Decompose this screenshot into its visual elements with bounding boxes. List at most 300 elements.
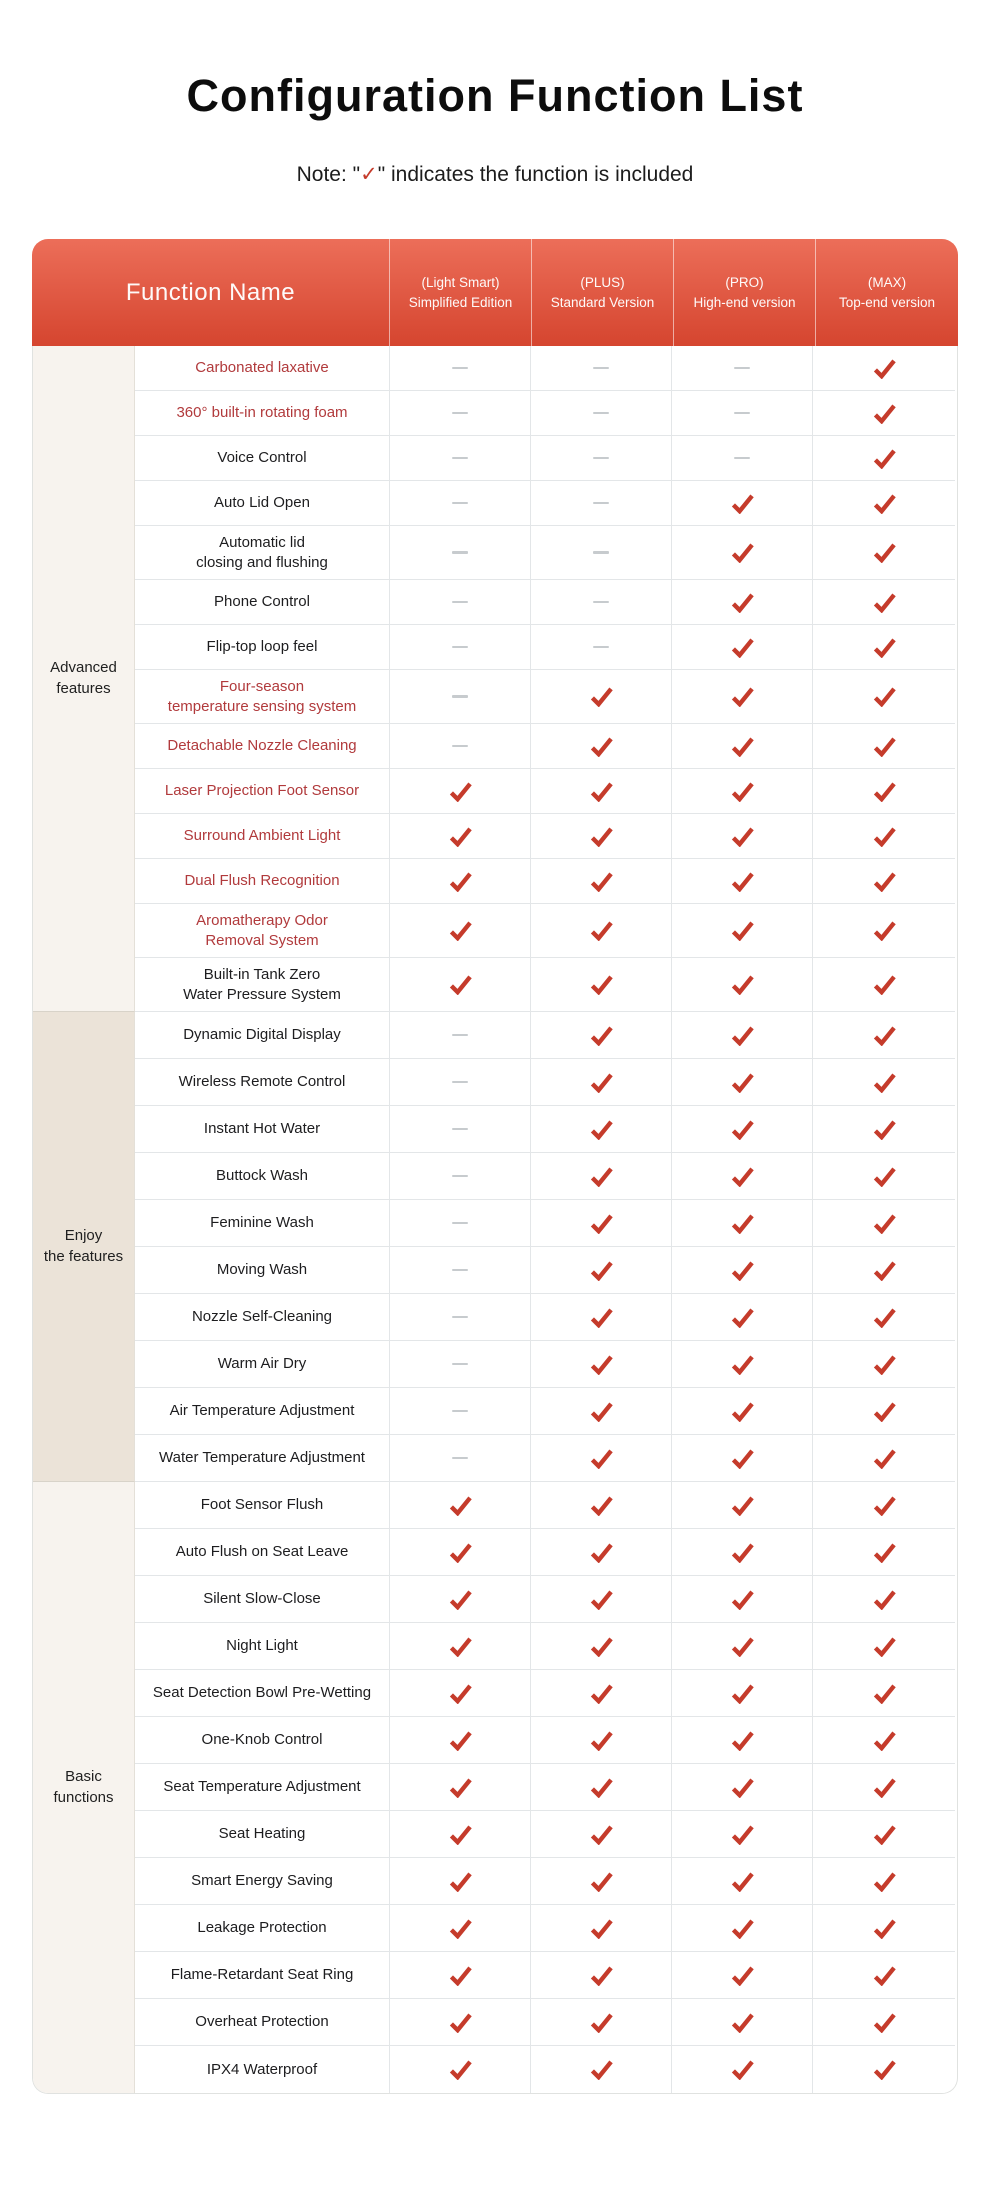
check-icon [872, 1260, 897, 1281]
check-icon [589, 2059, 614, 2080]
dash-icon [452, 1410, 468, 1413]
check-icon [730, 1871, 755, 1892]
function-name-cell [135, 814, 390, 859]
function-name-line: Nozzle Self-Cleaning [191, 1308, 333, 1326]
feature-cell [672, 958, 813, 1012]
header-column-line2: Standard Version [550, 294, 655, 310]
check-icon [589, 2012, 614, 2033]
function-name-line: Seat Detection Bowl Pre-Wetting [152, 1684, 372, 1702]
function-name-line: Seat Temperature Adjustment [163, 1778, 361, 1796]
header-column-line2: Simplified Edition [408, 294, 513, 310]
check-icon [872, 1871, 897, 1892]
check-icon [730, 1072, 755, 1093]
feature-cell [390, 391, 531, 436]
note-prefix: Note: " [296, 163, 361, 186]
feature-cell [672, 346, 813, 391]
feature-cell [390, 1341, 531, 1388]
function-name-line: Moving Wash [216, 1261, 308, 1279]
feature-cell [813, 1905, 955, 1952]
function-name-cell [135, 1482, 390, 1529]
feature-cell [390, 814, 531, 859]
check-icon [730, 1495, 755, 1516]
check-icon [872, 1448, 897, 1469]
feature-cell [672, 904, 813, 958]
header-column-line1: (MAX) [867, 274, 907, 290]
category-label-line: the features [43, 1247, 124, 1265]
check-icon [872, 542, 897, 563]
check-icon [589, 1636, 614, 1657]
check-icon [730, 974, 755, 995]
feature-cell [531, 481, 672, 526]
feature-cell [390, 1435, 531, 1482]
function-name-line: Surround Ambient Light [183, 827, 341, 845]
feature-cell [672, 1294, 813, 1341]
feature-cell [390, 1200, 531, 1247]
function-name-cell [135, 1905, 390, 1952]
check-icon [448, 1589, 473, 1610]
dash-icon [734, 367, 750, 370]
check-icon [872, 1166, 897, 1187]
feature-cell [813, 1341, 955, 1388]
dash-icon [452, 457, 468, 460]
feature-cell [672, 1012, 813, 1059]
feature-cell [672, 1764, 813, 1811]
check-icon [730, 592, 755, 613]
feature-cell [672, 1247, 813, 1294]
header-column-light-smart [389, 239, 531, 346]
check-icon [589, 1025, 614, 1046]
feature-cell [531, 1341, 672, 1388]
header-column-line1: (Light Smart) [421, 274, 500, 290]
function-name-line: Warm Air Dry [217, 1355, 307, 1373]
feature-cell [531, 2046, 672, 2093]
feature-cell [390, 1529, 531, 1576]
feature-cell [390, 1811, 531, 1858]
check-icon [448, 826, 473, 847]
check-icon [448, 974, 473, 995]
function-name-cell [135, 1623, 390, 1670]
feature-cell [672, 1999, 813, 2046]
check-icon [872, 448, 897, 469]
check-icon [730, 1824, 755, 1845]
feature-cell [672, 1200, 813, 1247]
function-name-line: Instant Hot Water [203, 1120, 321, 1138]
function-name-line: Water Pressure System [183, 985, 341, 1003]
feature-cell [531, 346, 672, 391]
feature-cell [390, 346, 531, 391]
header-column-line1: (PRO) [725, 274, 764, 290]
feature-cell [390, 1623, 531, 1670]
check-icon [872, 1824, 897, 1845]
category-label-line: Enjoy [64, 1227, 103, 1245]
function-name-cell [135, 391, 390, 436]
category-cell-enjoy-thefeatures [33, 1012, 135, 1482]
function-name-cell [135, 481, 390, 526]
feature-cell [672, 1623, 813, 1670]
check-icon [448, 1918, 473, 1939]
check-icon [872, 1730, 897, 1751]
function-name-line: Dual Flush Recognition [184, 872, 340, 890]
feature-cell [390, 1670, 531, 1717]
feature-cell [672, 859, 813, 904]
check-icon [730, 920, 755, 941]
feature-cell [531, 625, 672, 670]
feature-cell [390, 481, 531, 526]
dash-icon [452, 1457, 468, 1460]
check-icon [589, 1166, 614, 1187]
function-name-line: Flip-top loop feel [206, 638, 318, 656]
feature-cell [531, 1106, 672, 1153]
check-icon [872, 2059, 897, 2080]
function-name-line: Night Light [226, 1637, 298, 1655]
note-check-icon: ✓ [360, 163, 378, 186]
check-icon [730, 826, 755, 847]
feature-cell [813, 904, 955, 958]
header-column-pro [673, 239, 815, 346]
function-name-line: Built-in Tank Zero [203, 966, 321, 983]
feature-cell [672, 1341, 813, 1388]
feature-cell [531, 904, 672, 958]
function-name-cell [135, 1952, 390, 1999]
check-icon [448, 1824, 473, 1845]
feature-cell [390, 1059, 531, 1106]
check-icon [448, 781, 473, 802]
feature-cell [813, 1717, 955, 1764]
check-icon [448, 1495, 473, 1516]
check-icon [872, 1025, 897, 1046]
feature-cell [672, 436, 813, 481]
check-icon [730, 1777, 755, 1798]
check-icon [872, 686, 897, 707]
function-name-line: Flame-Retardant Seat Ring [170, 1966, 354, 1984]
check-icon [589, 826, 614, 847]
check-icon [872, 826, 897, 847]
function-name-cell [135, 769, 390, 814]
check-icon [872, 1495, 897, 1516]
check-icon [448, 1965, 473, 1986]
check-icon [730, 1354, 755, 1375]
check-icon [589, 1542, 614, 1563]
note-suffix: " indicates the function is included [377, 163, 694, 186]
feature-cell [390, 1576, 531, 1623]
feature-cell [672, 1811, 813, 1858]
check-icon [872, 2012, 897, 2033]
feature-cell [531, 391, 672, 436]
function-name-cell [135, 346, 390, 391]
check-icon [589, 1918, 614, 1939]
feature-cell [531, 1670, 672, 1717]
feature-cell [672, 1153, 813, 1200]
check-icon [872, 637, 897, 658]
feature-cell [672, 1529, 813, 1576]
check-icon [448, 1636, 473, 1657]
function-name-cell [135, 580, 390, 625]
category-cell-basic-functions [33, 1482, 135, 2093]
dash-icon [452, 1269, 468, 1272]
feature-cell [672, 1952, 813, 1999]
check-icon [872, 920, 897, 941]
function-name-cell [135, 1999, 390, 2046]
dash-icon [452, 1128, 468, 1131]
feature-cell [672, 526, 813, 580]
check-icon [730, 1965, 755, 1986]
check-icon [730, 1918, 755, 1939]
feature-cell [390, 1153, 531, 1200]
feature-cell [390, 526, 531, 580]
check-icon [730, 1401, 755, 1422]
feature-cell [531, 1764, 672, 1811]
feature-cell [531, 1529, 672, 1576]
category-label-line: features [56, 679, 111, 697]
function-name-cell [135, 859, 390, 904]
dash-icon [734, 457, 750, 460]
table-header [32, 239, 958, 346]
feature-cell [813, 346, 955, 391]
table-body [32, 346, 958, 2094]
feature-cell [813, 1529, 955, 1576]
function-name-cell [135, 958, 390, 1012]
check-icon [730, 1025, 755, 1046]
check-icon [589, 1354, 614, 1375]
feature-cell [531, 958, 672, 1012]
feature-cell [531, 670, 672, 724]
dash-icon [452, 1316, 468, 1319]
function-name-cell [135, 1764, 390, 1811]
check-icon [589, 1260, 614, 1281]
feature-cell [813, 769, 955, 814]
feature-cell [813, 859, 955, 904]
feature-cell [813, 1670, 955, 1717]
check-icon [872, 1777, 897, 1798]
function-name-line: Air Temperature Adjustment [169, 1402, 355, 1420]
check-icon [730, 1119, 755, 1140]
check-icon [730, 2012, 755, 2033]
feature-cell [531, 526, 672, 580]
function-name-line: Four-season [219, 678, 305, 695]
category-label-line: Advanced [50, 659, 117, 677]
check-icon [730, 1589, 755, 1610]
feature-cell [531, 1153, 672, 1200]
function-name-line: Feminine Wash [210, 1214, 314, 1232]
feature-cell [390, 625, 531, 670]
feature-cell [813, 625, 955, 670]
check-icon [589, 1401, 614, 1422]
check-icon [448, 920, 473, 941]
feature-cell [813, 670, 955, 724]
check-icon [872, 1213, 897, 1234]
dash-icon [452, 745, 468, 748]
check-icon [589, 871, 614, 892]
feature-cell [813, 1106, 955, 1153]
function-name-line: Phone Control [214, 593, 310, 611]
feature-cell [672, 1858, 813, 1905]
dash-icon [452, 695, 468, 698]
function-name-line: One-Knob Control [201, 1731, 323, 1749]
check-icon [730, 1683, 755, 1704]
function-name-cell [135, 1106, 390, 1153]
dash-icon [452, 551, 468, 554]
dash-icon [452, 646, 468, 649]
feature-cell [813, 436, 955, 481]
header-column-line1: (PLUS) [580, 274, 625, 290]
feature-cell [813, 1623, 955, 1670]
function-name-line: Carbonated laxative [195, 359, 329, 377]
check-icon [872, 1354, 897, 1375]
feature-cell [672, 769, 813, 814]
check-icon [589, 1072, 614, 1093]
check-icon [872, 1918, 897, 1939]
function-name-line: Leakage Protection [197, 1919, 327, 1937]
function-name-cell [135, 1717, 390, 1764]
header-column-line2: High-end version [693, 294, 796, 310]
function-name-cell [135, 436, 390, 481]
dash-icon [593, 646, 609, 649]
dash-icon [452, 601, 468, 604]
check-icon [589, 1871, 614, 1892]
function-name-line: Wireless Remote Control [178, 1073, 346, 1091]
configuration-table [32, 239, 958, 2094]
check-icon [872, 1589, 897, 1610]
dash-icon [593, 551, 609, 554]
check-icon [448, 1871, 473, 1892]
feature-cell [531, 1858, 672, 1905]
feature-cell [813, 1952, 955, 1999]
check-icon [872, 1636, 897, 1657]
feature-cell [531, 1623, 672, 1670]
check-icon [589, 1683, 614, 1704]
category-label-line: functions [53, 1788, 114, 1806]
check-icon [872, 1683, 897, 1704]
check-icon [872, 736, 897, 757]
check-icon [730, 1307, 755, 1328]
header-column-plus [531, 239, 673, 346]
function-name-cell [135, 1858, 390, 1905]
check-icon [730, 542, 755, 563]
check-icon [730, 1166, 755, 1187]
feature-cell [390, 1482, 531, 1529]
check-icon [730, 1730, 755, 1751]
feature-cell [672, 1717, 813, 1764]
function-name-cell [135, 1811, 390, 1858]
feature-cell [672, 1905, 813, 1952]
check-icon [589, 1589, 614, 1610]
dash-icon [452, 1034, 468, 1037]
check-icon [730, 1213, 755, 1234]
feature-cell [390, 1858, 531, 1905]
check-icon [730, 871, 755, 892]
feature-cell [672, 1576, 813, 1623]
function-name-line: Smart Energy Saving [191, 1872, 333, 1890]
feature-cell [531, 1012, 672, 1059]
feature-cell [813, 580, 955, 625]
page-title: Configuration Function List [186, 70, 804, 121]
feature-cell [531, 814, 672, 859]
feature-cell [531, 436, 672, 481]
function-name-line: Overheat Protection [195, 2013, 329, 2031]
feature-cell [672, 481, 813, 526]
function-name-line: Automatic lid [219, 534, 305, 551]
feature-cell [813, 1576, 955, 1623]
function-name-line: IPX4 Waterproof [206, 2060, 318, 2078]
function-name-cell [135, 1576, 390, 1623]
feature-cell [813, 391, 955, 436]
feature-cell [531, 1811, 672, 1858]
dash-icon [734, 412, 750, 415]
feature-cell [390, 1294, 531, 1341]
function-name-line: closing and flushing [196, 553, 328, 571]
function-name-line: Detachable Nozzle Cleaning [167, 737, 357, 755]
feature-cell [813, 1153, 955, 1200]
category-label-line: Basic [65, 1768, 102, 1786]
feature-cell [813, 1200, 955, 1247]
feature-cell [672, 580, 813, 625]
feature-cell [390, 1106, 531, 1153]
check-icon [589, 1307, 614, 1328]
check-icon [448, 871, 473, 892]
header-column-line2: Top-end version [838, 294, 936, 310]
check-icon [589, 974, 614, 995]
dash-icon [452, 502, 468, 505]
check-icon [448, 2059, 473, 2080]
check-icon [448, 1683, 473, 1704]
feature-cell [672, 724, 813, 769]
function-name-cell [135, 1341, 390, 1388]
feature-cell [813, 1059, 955, 1106]
feature-cell [813, 1294, 955, 1341]
function-name-line: temperature sensing system [167, 697, 357, 715]
feature-cell [672, 814, 813, 859]
note [0, 162, 990, 187]
check-icon [872, 592, 897, 613]
feature-cell [813, 1482, 955, 1529]
feature-cell [813, 1388, 955, 1435]
function-name-line: Auto Lid Open [214, 494, 310, 512]
check-icon [589, 1495, 614, 1516]
feature-cell [531, 1576, 672, 1623]
function-name-cell [135, 1529, 390, 1576]
feature-cell [813, 526, 955, 580]
check-icon [448, 2012, 473, 2033]
feature-cell [390, 859, 531, 904]
feature-cell [531, 1388, 672, 1435]
check-icon [589, 1448, 614, 1469]
check-icon [730, 637, 755, 658]
feature-cell [672, 1388, 813, 1435]
check-icon [730, 2059, 755, 2080]
feature-cell [390, 1999, 531, 2046]
feature-cell [813, 814, 955, 859]
check-icon [730, 736, 755, 757]
feature-cell [813, 2046, 955, 2093]
check-icon [730, 1260, 755, 1281]
feature-cell [531, 1294, 672, 1341]
feature-cell [390, 904, 531, 958]
feature-cell [813, 1764, 955, 1811]
check-icon [448, 1777, 473, 1798]
feature-cell [390, 1764, 531, 1811]
check-icon [589, 1965, 614, 1986]
feature-cell [390, 1905, 531, 1952]
dash-icon [452, 1363, 468, 1366]
feature-cell [531, 580, 672, 625]
function-name-line: Auto Flush on Seat Leave [175, 1543, 349, 1561]
function-name-cell [135, 1388, 390, 1435]
feature-cell [531, 1482, 672, 1529]
check-icon [589, 920, 614, 941]
feature-cell [531, 859, 672, 904]
function-name-line: Removal System [205, 931, 319, 949]
function-name-line: Foot Sensor Flush [200, 1496, 324, 1514]
